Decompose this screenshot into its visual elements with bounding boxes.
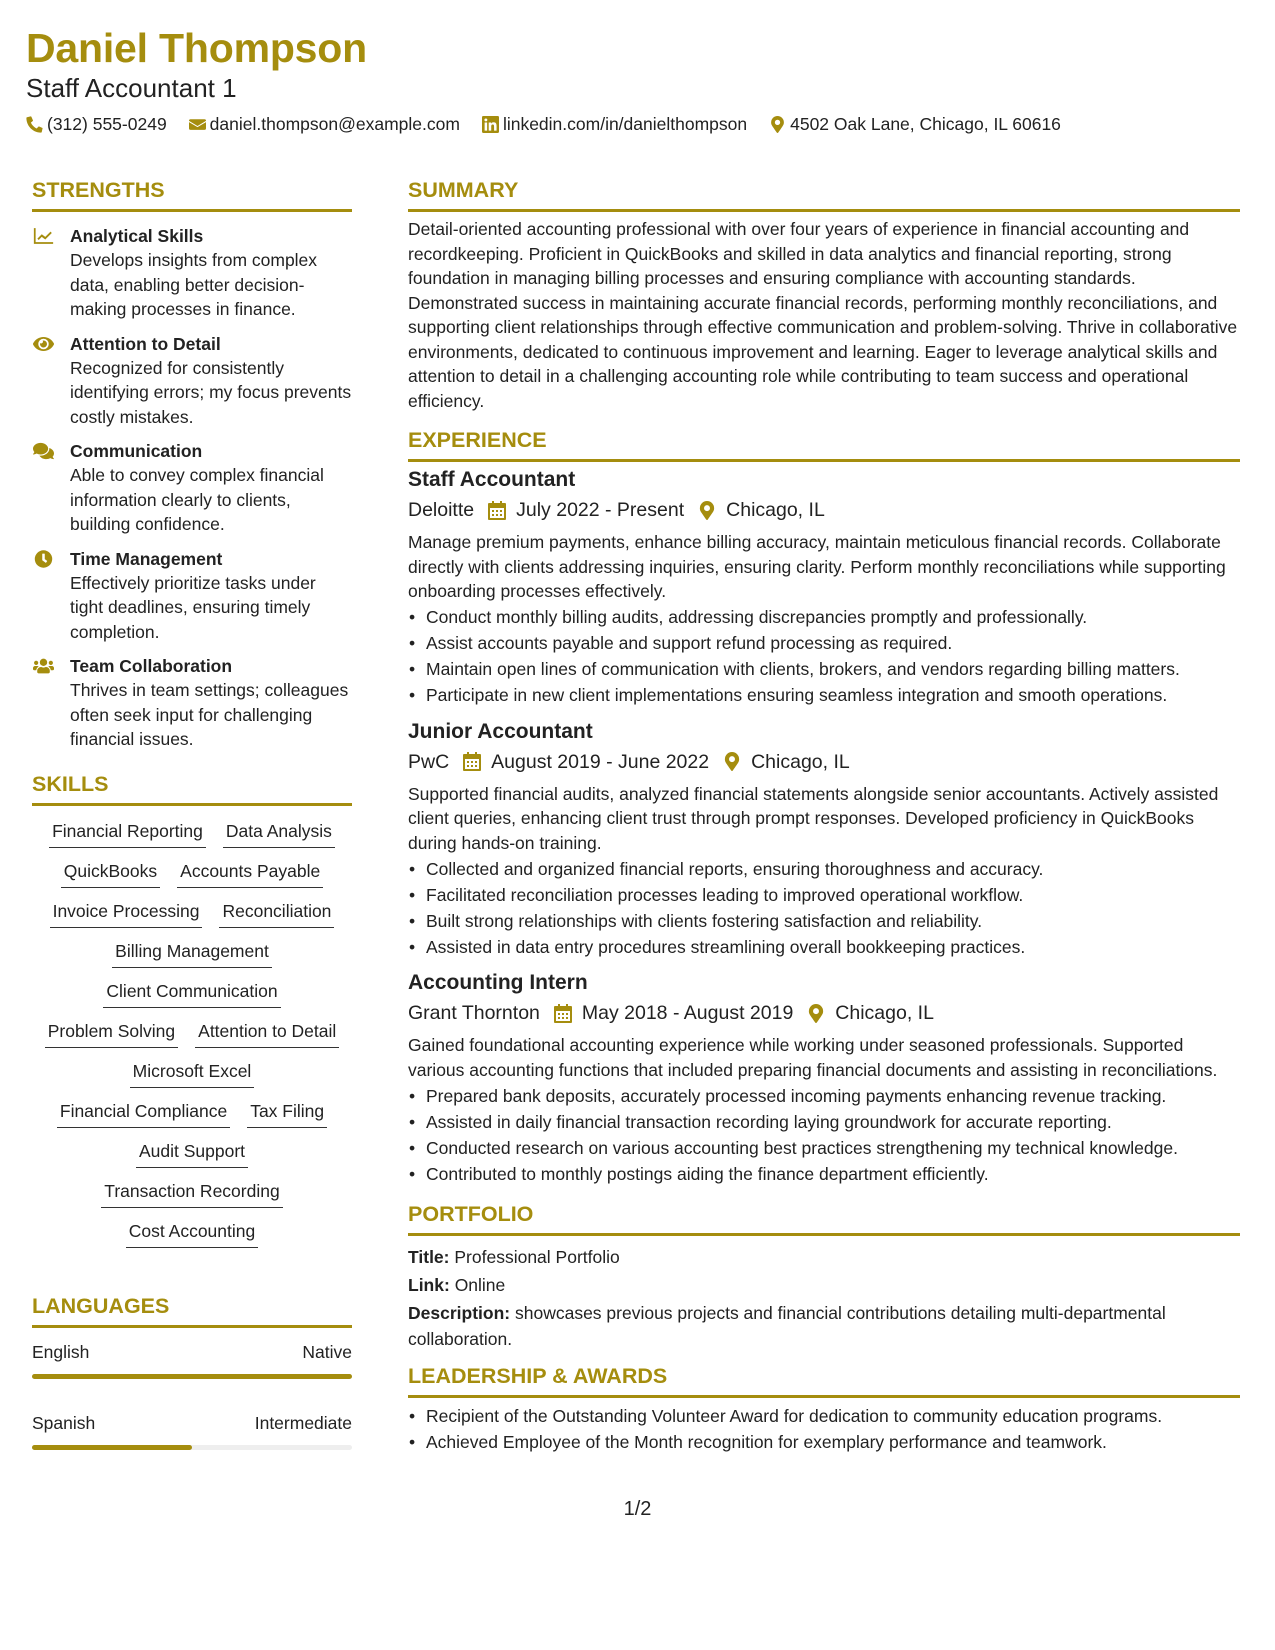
job-meta: [408, 496, 1240, 524]
leadership-list: [408, 1404, 1240, 1455]
job-company: Deloitte: [408, 499, 475, 521]
job-bullets: [408, 857, 1240, 960]
job-entry: [408, 969, 1240, 1186]
portfolio-description-value: showcases previous projects and financial contributions detailing multi-departmental collaboration.: [408, 1303, 1166, 1349]
job-bullet: • Contributed to monthly postings aiding the finance department efficiently.: [408, 1162, 1240, 1187]
strength-item: [32, 332, 352, 430]
strength-description: Develops insights from complex data, enabling better decision-making processes in finance.: [70, 250, 318, 319]
resume-header: [26, 22, 1246, 136]
map-pin-icon: [807, 1004, 825, 1023]
skill-tag: Financial Compliance: [57, 1098, 230, 1128]
skill-tag: Problem Solving: [45, 1018, 178, 1048]
language-proficiency-bar: [32, 1374, 352, 1379]
skill-tag: QuickBooks: [61, 858, 160, 888]
contact-phone-text: (312) 555-0249: [47, 114, 167, 134]
language-level: Native: [302, 1341, 352, 1362]
skill-row: [32, 858, 352, 888]
contact-linkedin: [482, 112, 747, 136]
skill-tag: Accounts Payable: [177, 858, 323, 888]
job-company: Grant Thornton: [408, 1002, 540, 1024]
job-dates: May 2018 - August 2019: [581, 1002, 794, 1024]
skill-row: [32, 1098, 352, 1128]
job-bullet: • Facilitated reconciliation processes leading to improved operational workflow.: [408, 883, 1240, 908]
portfolio-link-value[interactable]: Online: [454, 1275, 506, 1295]
contact-linkedin-text: linkedin.com/in/danielthompson: [502, 114, 748, 134]
portfolio-link-line: [408, 1272, 1240, 1298]
contact-phone: [26, 112, 167, 136]
summary-text: Detail-oriented accounting professional with over four years of experience in financial accounting and recordkeeping. Proficient in QuickBooks and skilled in data analytics and financial reporting, strong foundation in managing billing processes and ensuring compliance with accounting standards. Demonstrated success in maintaining accurate financial records, performing monthly reconciliations, and supporting client relationships through effective communication and problem-solving. Thrive in collaborative environments, dedicated to continuous improvement and learning. Eager to leverage analytical skills and attention to detail in a challenging accounting role while contributing to team success and operational efficiency.: [408, 219, 1238, 411]
job-entry: [408, 466, 1240, 708]
section-title-languages: LANGUAGES: [32, 1293, 170, 1318]
linkedin-icon: [482, 116, 499, 133]
languages-section: [32, 1292, 352, 1450]
strength-title: Time Management: [70, 548, 223, 569]
comments-icon: [33, 442, 54, 460]
job-meta: [408, 999, 1240, 1027]
skills-list: [32, 818, 352, 1248]
section-divider: [408, 1395, 1240, 1398]
job-bullet: • Collected and organized financial reports, ensuring thoroughness and accuracy.: [408, 857, 1240, 882]
portfolio-title-value: Professional Portfolio: [454, 1247, 620, 1267]
job-bullet: • Assisted in daily financial transaction recording laying groundwork for accurate reporting.: [408, 1110, 1240, 1135]
job-title: Junior Accountant: [408, 719, 593, 743]
section-title-skills: SKILLS: [32, 771, 109, 796]
skill-row: [32, 1218, 352, 1248]
language-level: Intermediate: [254, 1412, 352, 1433]
eye-icon: [33, 335, 54, 353]
strengths-section: [32, 176, 352, 752]
job-bullets: [408, 1084, 1240, 1187]
job-bullet: • Assisted in data entry procedures streamlining overall bookkeeping practices.: [408, 935, 1240, 960]
portfolio-description-label: Description:: [408, 1303, 511, 1323]
job-title: Staff Accountant: [408, 468, 576, 491]
skill-tag: Transaction Recording: [101, 1178, 282, 1208]
skill-row: [32, 1138, 352, 1168]
strength-description: Effectively prioritize tasks under tight deadlines, ensuring timely completion.: [70, 572, 316, 642]
strength-description: Able to convey complex financial information clearly to clients, building confidence.: [70, 465, 324, 534]
section-title-strengths: STRENGTHS: [32, 178, 165, 202]
skill-tag: Audit Support: [136, 1138, 248, 1168]
job-bullets: [408, 605, 1240, 708]
map-pin-icon: [698, 501, 716, 520]
contact-email-text: daniel.thompson@example.com: [209, 114, 460, 134]
calendar-icon: [463, 752, 481, 771]
skill-tag: Tax Filing: [247, 1098, 327, 1128]
contact-address: [769, 112, 1061, 136]
skill-tag: Billing Management: [112, 938, 272, 968]
chart-line-icon: [33, 227, 54, 245]
leadership-item: • Recipient of the Outstanding Volunteer Award for dedication to community education programs.: [408, 1404, 1240, 1429]
clock-icon: [33, 550, 54, 568]
leadership-item: • Achieved Employee of the Month recognition for exemplary performance and teamwork.: [408, 1430, 1240, 1455]
skill-tag: Reconciliation: [219, 898, 334, 928]
section-title-summary: SUMMARY: [408, 178, 519, 202]
strength-item: [32, 224, 352, 322]
job-meta: [408, 748, 1240, 776]
strength-title: Analytical Skills: [70, 226, 204, 246]
portfolio-section: [408, 1200, 1240, 1352]
job-dates: August 2019 - June 2022: [491, 750, 710, 773]
section-title-leadership: LEADERSHIP & AWARDS: [408, 1364, 668, 1388]
leadership-section: [408, 1362, 1240, 1455]
skill-row: [32, 1018, 352, 1048]
job-bullet: • Conducted research on various accounting best practices strengthening my technical knowledge.: [408, 1136, 1240, 1161]
calendar-icon: [554, 1004, 572, 1023]
language-proficiency-fill: [32, 1374, 352, 1379]
job-description: Gained foundational accounting experience while working under seasoned professionals. Supported various accounting functions that included preparing financial documents and assisting in reconciliations.: [408, 1035, 1218, 1080]
language-item: [32, 1411, 352, 1450]
section-divider: [408, 209, 1240, 212]
skill-tag: Financial Reporting: [49, 818, 206, 848]
section-title-experience: EXPERIENCE: [408, 428, 547, 452]
contact-address-text: 4502 Oak Lane, Chicago, IL 60616: [790, 114, 1061, 134]
summary-section: [408, 176, 1240, 413]
skill-row: [32, 938, 352, 968]
portfolio-title-line: [408, 1244, 1240, 1270]
job-location: Chicago, IL: [751, 750, 850, 773]
strength-item: [32, 547, 352, 645]
strength-title: Communication: [70, 441, 203, 461]
job-bullet: • Maintain open lines of communication with clients, brokers, and vendors regarding billing matters.: [408, 657, 1240, 682]
map-pin-icon: [723, 752, 741, 771]
page-number: 1/2: [623, 1498, 652, 1520]
left-column: [32, 176, 352, 1482]
skill-tag: Cost Accounting: [126, 1218, 258, 1248]
skill-tag: Data Analysis: [223, 818, 335, 848]
portfolio-title-label: Title:: [408, 1247, 450, 1267]
job-entry: [408, 718, 1240, 960]
skill-tag: Attention to Detail: [195, 1018, 339, 1048]
users-icon: [33, 657, 54, 675]
section-divider: [408, 459, 1240, 462]
language-name: Spanish: [32, 1412, 96, 1433]
section-divider: [408, 1233, 1240, 1236]
section-divider: [32, 803, 352, 806]
job-description: Manage premium payments, enhance billing accuracy, maintain meticulous financial records. Collaborate directly with clients addressing inquiries, ensuring clarity. Perform monthly reconciliations while supporting onboarding processes effectively.: [408, 532, 1226, 601]
skill-tag: Microsoft Excel: [130, 1058, 255, 1088]
job-bullet: • Assist accounts payable and support refund processing as required.: [408, 631, 1240, 656]
strength-item: [32, 654, 352, 752]
portfolio-link-label: Link:: [408, 1275, 450, 1295]
contact-bar: [26, 112, 1246, 136]
map-pin-icon: [769, 116, 786, 133]
calendar-icon: [488, 501, 506, 520]
job-location: Chicago, IL: [835, 1002, 934, 1024]
language-proficiency-fill: [32, 1445, 192, 1450]
language-name: English: [32, 1341, 90, 1362]
job-location: Chicago, IL: [726, 499, 825, 521]
strength-description: Thrives in team settings; colleagues often seek input for challenging financial issues.: [70, 680, 349, 749]
job-description: Supported financial audits, analyzed financial statements alongside senior accountants. Actively assisted client queries, enhancing client trust through prompt responses. Developed proficiency in QuickBooks during hands-on training.: [408, 783, 1219, 853]
skill-tag: Client Communication: [103, 978, 280, 1008]
job-bullet: • Built strong relationships with clients fostering satisfaction and reliability.: [408, 909, 1240, 934]
skill-row: [32, 1178, 352, 1208]
envelope-icon: [189, 116, 206, 133]
skill-row: [32, 978, 352, 1008]
skill-row: [32, 1058, 352, 1088]
job-title: Accounting Intern: [408, 971, 588, 994]
skills-section: [32, 770, 352, 1248]
candidate-name: Daniel Thompson: [26, 25, 367, 71]
strength-title: Team Collaboration: [70, 656, 233, 676]
section-divider: [32, 1325, 352, 1328]
contact-email: [189, 112, 460, 136]
job-bullet: • Prepared bank deposits, accurately processed incoming payments enhancing revenue tracking.: [408, 1084, 1240, 1109]
section-divider: [32, 209, 352, 212]
strength-description: Recognized for consistently identifying errors; my focus prevents costly mistakes.: [70, 357, 352, 427]
job-dates: July 2022 - Present: [516, 499, 685, 521]
right-column: [408, 176, 1240, 1455]
portfolio-description-line: [408, 1300, 1240, 1352]
skill-tag: Invoice Processing: [50, 898, 203, 928]
skill-row: [32, 898, 352, 928]
language-item: [32, 1340, 352, 1379]
job-bullet: • Participate in new client implementations ensuring seamless integration and smooth operations.: [408, 683, 1240, 708]
phone-icon: [26, 116, 43, 133]
experience-section: [408, 426, 1240, 1186]
candidate-title: Staff Accountant 1: [26, 73, 237, 103]
strength-item: [32, 439, 352, 537]
strength-title: Attention to Detail: [70, 333, 221, 354]
section-title-portfolio: PORTFOLIO: [408, 1202, 534, 1226]
language-proficiency-bar: [32, 1445, 352, 1450]
skill-row: [32, 818, 352, 848]
job-company: PwC: [408, 750, 450, 773]
job-bullet: • Conduct monthly billing audits, addressing discrepancies promptly and professionally.: [408, 605, 1240, 630]
